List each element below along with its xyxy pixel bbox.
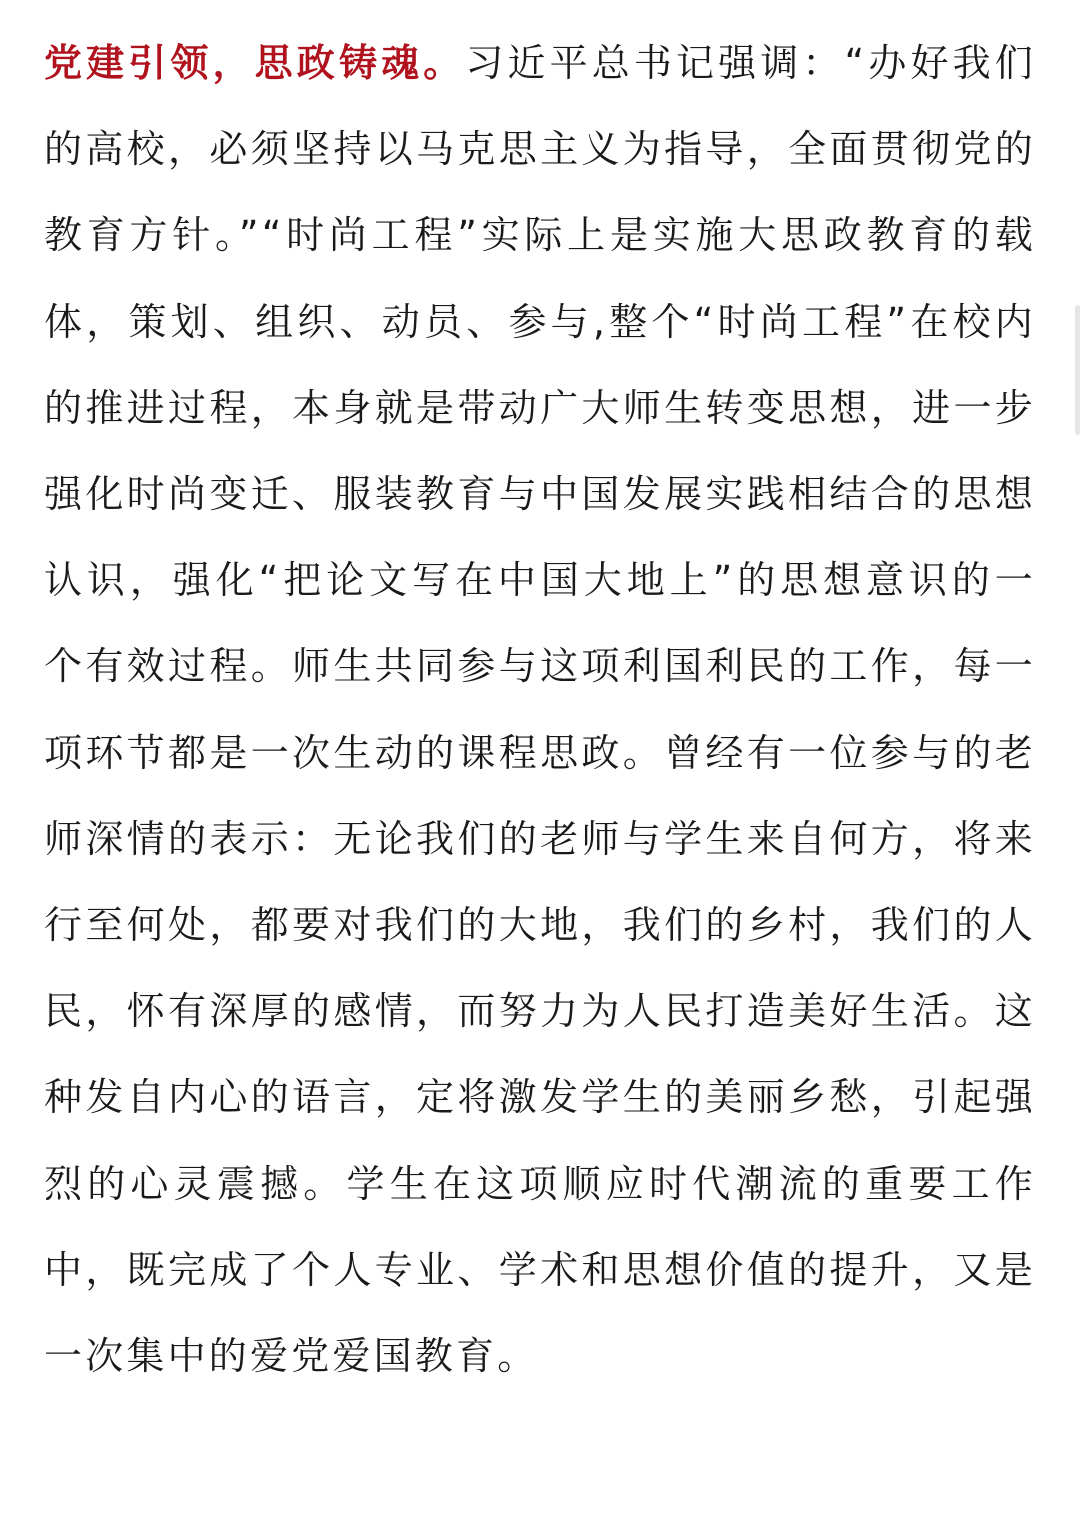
lead-heading: 党建引领，思政铸魂。 — [44, 41, 466, 85]
article-body — [44, 20, 1036, 1399]
article-paragraph — [44, 20, 1036, 1399]
paragraph-text: 习近平总书记强调：“办好我们的高校，必须坚持以马克思主义为指导，全面贯彻党的教育方针。”“时尚工程”实际上是实施大思政教育的载体，策划、组织、动员、参与,整个“时尚工程”在校内的推进过程，本身就是带动广大师生转变思想，进一步强化时尚变迁、服装教育与中国发展实践相结合的思想认识，强化“把论文写在中国大地上”的思想意识的一个有效过程。师生共同参与这项利国利民的工作，每一项环节都是一次生动的课程思政。曾经有一位参与的老师深情的表示：无论我们的老师与学生来自何方，将来行至何处，都要对我们的大地，我们的乡村，我们的人民，怀有深厚的感情，而努力为人民打造美好生活。这种发自内心的语言，定将激发学生的美丽乡愁，引起强烈的心灵震撼。学生在这项顺应时代潮流的重要工作中，既完成了个人专业、学术和思想价值的提升，又是一次集中的爱党爱国教育。 — [44, 41, 1036, 1379]
scrollbar-thumb[interactable] — [1075, 305, 1080, 435]
